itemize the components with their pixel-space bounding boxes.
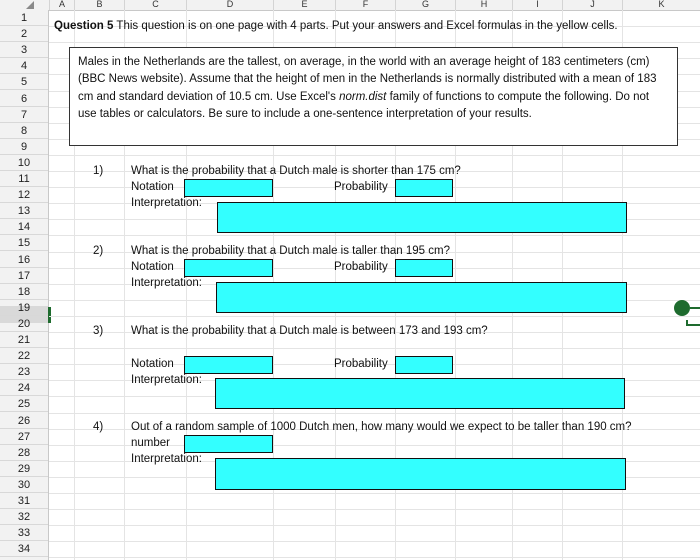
row-header[interactable]: 7 — [0, 107, 48, 123]
grid-line — [49, 348, 700, 349]
row-header[interactable]: 34 — [0, 541, 48, 557]
row-header[interactable]: 15 — [0, 235, 48, 251]
column-header-bar — [0, 0, 700, 11]
part-2-interpretation-cell[interactable] — [216, 282, 627, 313]
col-header-d[interactable]: D — [186, 0, 273, 10]
part-3-probability-cell[interactable] — [395, 356, 453, 374]
col-header-f[interactable]: F — [335, 0, 395, 10]
part-1-interpretation-cell[interactable] — [217, 202, 627, 233]
select-all-triangle-icon — [26, 1, 34, 9]
row-header[interactable]: 29 — [0, 461, 48, 477]
part-4-number-cell[interactable] — [184, 435, 273, 453]
grid-line — [49, 493, 700, 494]
row-header[interactable]: 10 — [0, 155, 48, 171]
row-header[interactable]: 31 — [0, 493, 48, 509]
row-header[interactable]: 12 — [0, 187, 48, 203]
col-header-a[interactable]: A — [49, 0, 74, 10]
part-1-interpretation-label: Interpretation: — [131, 197, 202, 209]
col-header-e[interactable]: E — [273, 0, 335, 10]
part-2-question: What is the probability that a Dutch male is taller than 195 cm? — [131, 245, 450, 257]
row-header[interactable]: 14 — [0, 219, 48, 235]
grid-line — [49, 557, 700, 558]
row-header[interactable]: 4 — [0, 58, 48, 74]
part-4-question: Out of a random sample of 1000 Dutch men, how many would we expect to be taller than 190 cm? — [131, 421, 632, 433]
row-header[interactable]: 30 — [0, 477, 48, 493]
part-4-interpretation-label: Interpretation: — [131, 453, 202, 465]
row-header[interactable]: 3 — [0, 42, 48, 58]
row-header[interactable]: 19 — [0, 300, 48, 316]
part-4-number-label: number — [131, 437, 170, 449]
grid-line — [49, 413, 700, 414]
grid-line — [49, 42, 700, 43]
row-header[interactable]: 8 — [0, 123, 48, 139]
intro-text-box[interactable] — [69, 47, 678, 146]
part-1-probability-cell[interactable] — [395, 179, 453, 197]
intro-line-4: use tables or calculators. Be sure to include a one-sentence interpretation of your results. — [78, 108, 532, 121]
part-2-notation-label: Notation — [131, 261, 174, 273]
intro-line-1: Males in the Netherlands are the tallest, on average, in the world with an average height of 183 centimeters (cm) — [78, 56, 650, 68]
question-title: Question 5 This question is on one page with 4 parts. Put your answers and Excel formulas in the yellow cells. — [54, 20, 618, 32]
row-header[interactable]: 18 — [0, 284, 48, 300]
col-header-b[interactable]: B — [74, 0, 124, 10]
part-2-probability-label: Probability — [334, 261, 388, 273]
row-header[interactable]: 24 — [0, 380, 48, 396]
grid-line — [49, 155, 700, 156]
part-2-interpretation-label: Interpretation: — [131, 277, 202, 289]
col-header-i[interactable]: I — [512, 0, 562, 10]
part-3-interpretation-label: Interpretation: — [131, 374, 202, 386]
row-header[interactable]: 20 — [0, 316, 48, 332]
row-header[interactable]: 13 — [0, 203, 48, 219]
intro-line-3: cm and standard deviation of 10.5 cm. Use Excel's norm.dist family of functions to compute the following. Do not — [78, 90, 650, 103]
part-1-notation-cell[interactable] — [184, 179, 273, 197]
part-2-notation-cell[interactable] — [184, 259, 273, 277]
part-3-notation-label: Notation — [131, 358, 174, 370]
row-header[interactable]: 28 — [0, 445, 48, 461]
selection-handle-icon[interactable] — [674, 300, 690, 316]
row-header[interactable]: 9 — [0, 139, 48, 155]
grid-line — [49, 525, 700, 526]
col-header-j[interactable]: J — [562, 0, 622, 10]
col-header-h[interactable]: H — [455, 0, 512, 10]
grid-line — [49, 509, 700, 510]
selection-border-corner — [686, 320, 700, 326]
row-header[interactable]: 27 — [0, 429, 48, 445]
grid-line — [49, 316, 700, 317]
part-3-question: What is the probability that a Dutch male is between 173 and 193 cm? — [131, 325, 488, 337]
part-1-notation-label: Notation — [131, 181, 174, 193]
part-1-question: What is the probability that a Dutch male is shorter than 175 cm? — [131, 165, 461, 177]
row-header[interactable]: 1 — [0, 10, 48, 26]
select-all-corner[interactable] — [0, 0, 48, 10]
part-3-number: 3) — [93, 325, 104, 337]
grid-line — [49, 541, 700, 542]
row-header[interactable]: 25 — [0, 396, 48, 412]
row-header[interactable]: 6 — [0, 91, 48, 107]
row-header[interactable]: 5 — [0, 74, 48, 90]
col-header-c[interactable]: C — [124, 0, 186, 10]
part-1-probability-label: Probability — [334, 181, 388, 193]
grid-line — [49, 235, 700, 236]
part-3-interpretation-cell[interactable] — [215, 378, 625, 409]
row-header[interactable]: 26 — [0, 413, 48, 429]
part-3-probability-label: Probability — [334, 358, 388, 370]
row-header[interactable]: 11 — [0, 171, 48, 187]
col-header-k[interactable]: K — [622, 0, 700, 10]
row-header[interactable]: 21 — [0, 332, 48, 348]
part-2-probability-cell[interactable] — [395, 259, 453, 277]
part-3-notation-cell[interactable] — [184, 356, 273, 374]
part-4-number: 4) — [93, 421, 104, 433]
row-header[interactable]: 22 — [0, 348, 48, 364]
row-header[interactable]: 32 — [0, 509, 48, 525]
part-4-interpretation-cell[interactable] — [215, 458, 626, 490]
intro-line-2: (BBC News website). Assume that the height of men in the Netherlands is normally distributed with a mean of 183 — [78, 73, 657, 86]
part-2-number: 2) — [93, 245, 104, 257]
row-header[interactable]: 16 — [0, 252, 48, 268]
col-header-g[interactable]: G — [395, 0, 455, 10]
row-header[interactable]: 33 — [0, 525, 48, 541]
part-1-number: 1) — [93, 165, 104, 177]
row-header[interactable]: 23 — [0, 364, 48, 380]
row-header[interactable]: 2 — [0, 26, 48, 42]
selection-border — [690, 307, 700, 309]
row-header[interactable]: 17 — [0, 268, 48, 284]
